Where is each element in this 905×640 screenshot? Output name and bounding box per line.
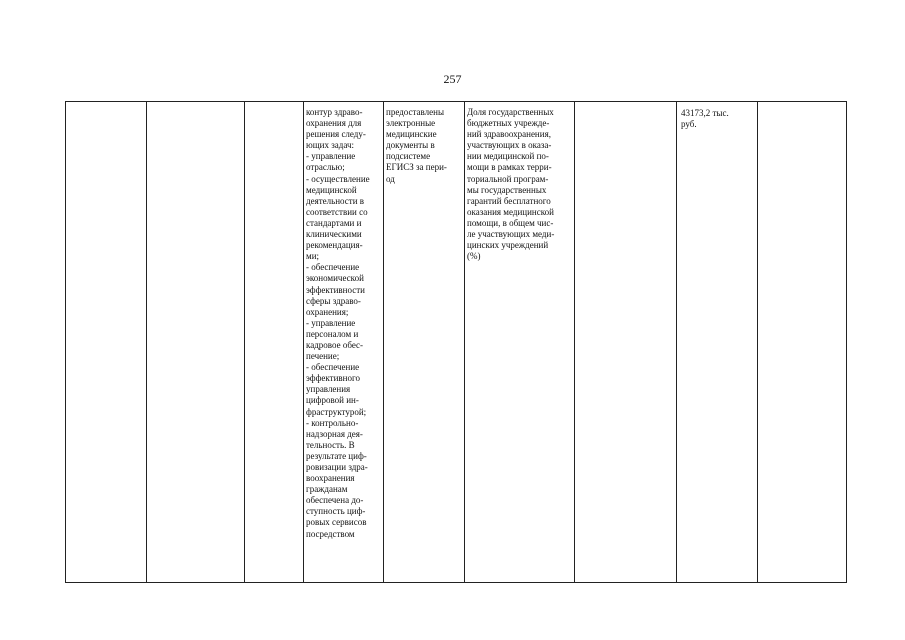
table-cell-col1 <box>66 102 147 583</box>
funding-text: 43173,2 тыс. руб. <box>681 108 729 130</box>
page-number: 257 <box>443 72 462 86</box>
table-row <box>66 102 847 583</box>
document-table <box>65 101 847 583</box>
table-cell-indicator <box>465 102 575 583</box>
table-cell-col2 <box>147 102 245 583</box>
table-cell-col9 <box>758 102 847 583</box>
tasks-text: контур здраво- охранения для решения следу- ющих задач: - управление отраслью; - осуществление медицинской деятельности в соответствии со стандартами и клиническими рекомендация- ми; - обеспечение экономической эффективности сферы здраво- охранения; - управление персоналом и кадровое обес- печение; - обеспечение эффективного управления цифровой ин- фраструктурой; - контрольно- надзорная дея- тельность. В результате циф- ровизации здра- воохранения гражданам обеспечена до- ступность циф- ровых сервисов посредством <box>306 107 370 539</box>
table-cell-tasks <box>304 102 384 583</box>
table-cell-funding <box>677 102 758 583</box>
table-cell-col3 <box>245 102 304 583</box>
table-cell-documents <box>384 102 465 583</box>
table-cell-col7 <box>575 102 677 583</box>
indicator-text: Доля государственных бюджетных учрежде- ний здравоохранения, участвующих в оказа- нии медицинской по- мощи в рамках терри- ториальной програм- мы государственных гарантий бесплатного оказания медицинской помощи, в общем чис- ле участвующих меди- цинских учреждений (%) <box>467 107 555 262</box>
documents-text: предоставлены электронные медицинские документы в подсистеме ЕГИСЗ за пери- од <box>386 107 447 184</box>
